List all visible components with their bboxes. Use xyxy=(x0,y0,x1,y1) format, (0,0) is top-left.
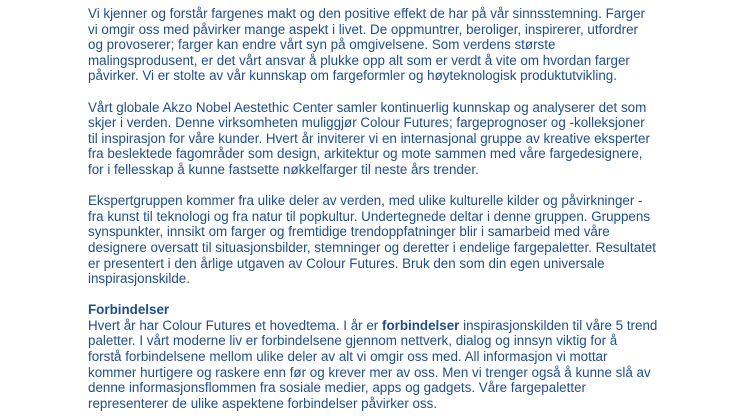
text-run: inspirasjonskilden til våre 5 trend xyxy=(459,317,658,333)
text-line: forstå forbindelsene mellom ulike deler av alt vi omgir oss med. All informasjon vi mottar xyxy=(88,349,608,365)
paragraph-intro xyxy=(88,6,688,84)
text-line: til inspirasjon for våre kunder. Hvert år inviterer vi en internasjonal gruppe av kreative eksperter xyxy=(88,130,650,146)
text-line: kommer hurtigere og raskere enn før og krever mer av oss. Men vi trenger også å kunne slå av xyxy=(88,364,651,380)
text-line: synspunkter, innsikt om farger og fremtidige trendoppfatninger blir i samarbeid med våre xyxy=(88,224,610,240)
paragraph-aesthetic-center xyxy=(88,100,688,178)
text-run: Hvert år har Colour Futures et hovedtema. I år er xyxy=(88,317,382,333)
text-line: fra beslektede fagområder som design, arkitektur og mote sammen med våre fargedesignere, xyxy=(88,146,643,162)
text-line: for i fellesskap å kunne fastsette nøkkelfarger til neste års trender. xyxy=(88,161,479,177)
text-line: denne informasjonsflommen fra sosiale medier, apps og gadgets. Våre fargepaletter xyxy=(88,380,586,396)
text-line: representerer de ulike aspektene forbindelser påvirker oss. xyxy=(88,395,438,411)
text-line: Vi kjenner og forstår fargenes makt og den positive effekt de har på vår sinnsstemning. Farger xyxy=(88,6,646,21)
text-line: inspirasjonskilde. xyxy=(88,271,190,287)
bold-keyword: forbindelser xyxy=(381,317,460,333)
text-line: designere oversatt til situasjonsbilder, stemninger og deretter i endelige fargepaletter. Resultatet xyxy=(88,239,656,255)
text-line: malingsprodusent, er det vårt ansvar å plukke opp alt som er verdt å vite om hvordan farger xyxy=(88,52,630,68)
text-line: påvirker. Vi er stolte av vår kunnskap om fargeformler og høyteknologisk produktutvikling. xyxy=(88,68,617,84)
text-line: paletter. I vårt moderne liv er forbindelsene gjennom nettverk, dialog og innsyn viktig for å xyxy=(88,333,618,349)
text-line: Vårt globale Akzo Nobel Aestethic Center samler kontinuerlig kunnskap og analyserer det som xyxy=(88,99,647,115)
paragraph-connections xyxy=(88,318,688,412)
section-heading: Forbindelser xyxy=(88,302,170,318)
text-line: Ekspertgruppen kommer fra ulike deler av verden, med ulike kulturelle kilder og påvirkninger - xyxy=(88,193,643,209)
text-line: og provoserer; farger kan endre vårt syn på omgivelsene. Som verdens største xyxy=(88,37,556,53)
document-page xyxy=(88,6,688,411)
text-line: skjer i verden. Denne virksomheten muliggjør Colour Futures; fargeprognoser og -kolleksjoner xyxy=(88,115,645,131)
paragraph-spacer xyxy=(88,178,688,194)
text-line: vi omgir oss med påvirker mange aspekt i livet. De oppmuntrer, beroliger, inspirerer, utfordrer xyxy=(88,21,638,37)
paragraph-expert-group xyxy=(88,193,688,287)
text-line xyxy=(88,318,688,334)
paragraph-spacer xyxy=(88,287,688,303)
text-line: fra kunst til teknologi og fra natur til popkultur. Undertegnede deltar i denne gruppen. Gruppens xyxy=(88,208,651,224)
paragraph-spacer xyxy=(88,84,688,100)
text-line: er presentert i den årlige utgaven av Colour Futures. Bruk den som din egen universale xyxy=(88,255,605,271)
